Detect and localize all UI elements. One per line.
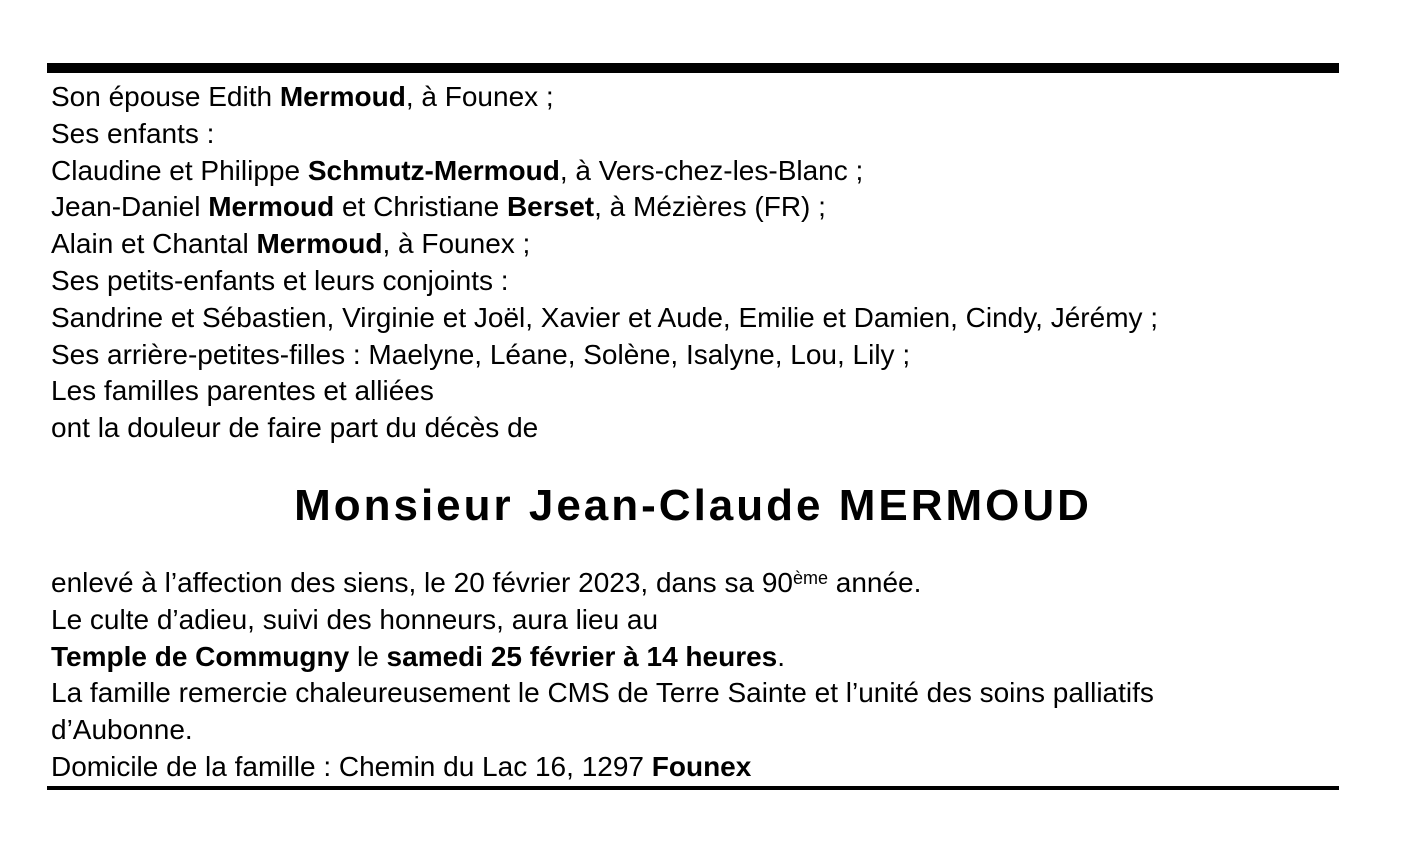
ceremony-place-line: Temple de Commugny le samedi 25 février à 14 heures. <box>51 640 786 672</box>
related-families-line: Les familles parentes et alliées <box>51 375 434 407</box>
children-heading: Ses enfants : <box>51 117 215 149</box>
death-date-line: enlevé à l’affection des siens, le 20 février 2023, dans sa 90ème année. <box>51 567 922 598</box>
deceased-name: Monsieur Jean-Claude MERMOUD <box>294 481 1092 530</box>
spouse-line: Son épouse Edith Mermoud, à Founex ; <box>51 81 554 112</box>
thanks-line-continued: d’Aubonne. <box>51 714 193 746</box>
announcement-line: ont la douleur de faire part du décès de <box>51 412 539 444</box>
child-line: Claudine et Philippe Schmutz-Mermoud, à Vers-chez-les-Blanc ; <box>51 154 864 186</box>
child-line: Alain et Chantal Mermoud, à Founex ; <box>51 228 531 260</box>
grandchildren-heading: Ses petits-enfants et leurs conjoints : <box>51 264 509 296</box>
details <box>51 565 1154 786</box>
great-grandchildren-line: Ses arrière-petites-filles : Maelyne, Léane, Solène, Isalyne, Lou, Lily ; <box>51 338 911 370</box>
ceremony-line: Le culte d’adieu, suivi des honneurs, aura lieu au <box>51 603 659 635</box>
top-rule <box>47 63 1339 73</box>
family-list <box>51 79 1158 447</box>
thanks-line: La famille remercie chaleureusement le CMS de Terre Sainte et l’unité des soins palliatifs <box>51 677 1154 709</box>
family-address-line: Domicile de la famille : Chemin du Lac 16, 1297 Founex <box>51 750 752 782</box>
child-line: Jean-Daniel Mermoud et Christiane Berset, à Mézières (FR) ; <box>51 191 826 223</box>
grandchildren-line: Sandrine et Sébastien, Virginie et Joël, Xavier et Aude, Emilie et Damien, Cindy, Jérémy ; <box>51 301 1159 333</box>
bottom-rule <box>47 786 1339 790</box>
